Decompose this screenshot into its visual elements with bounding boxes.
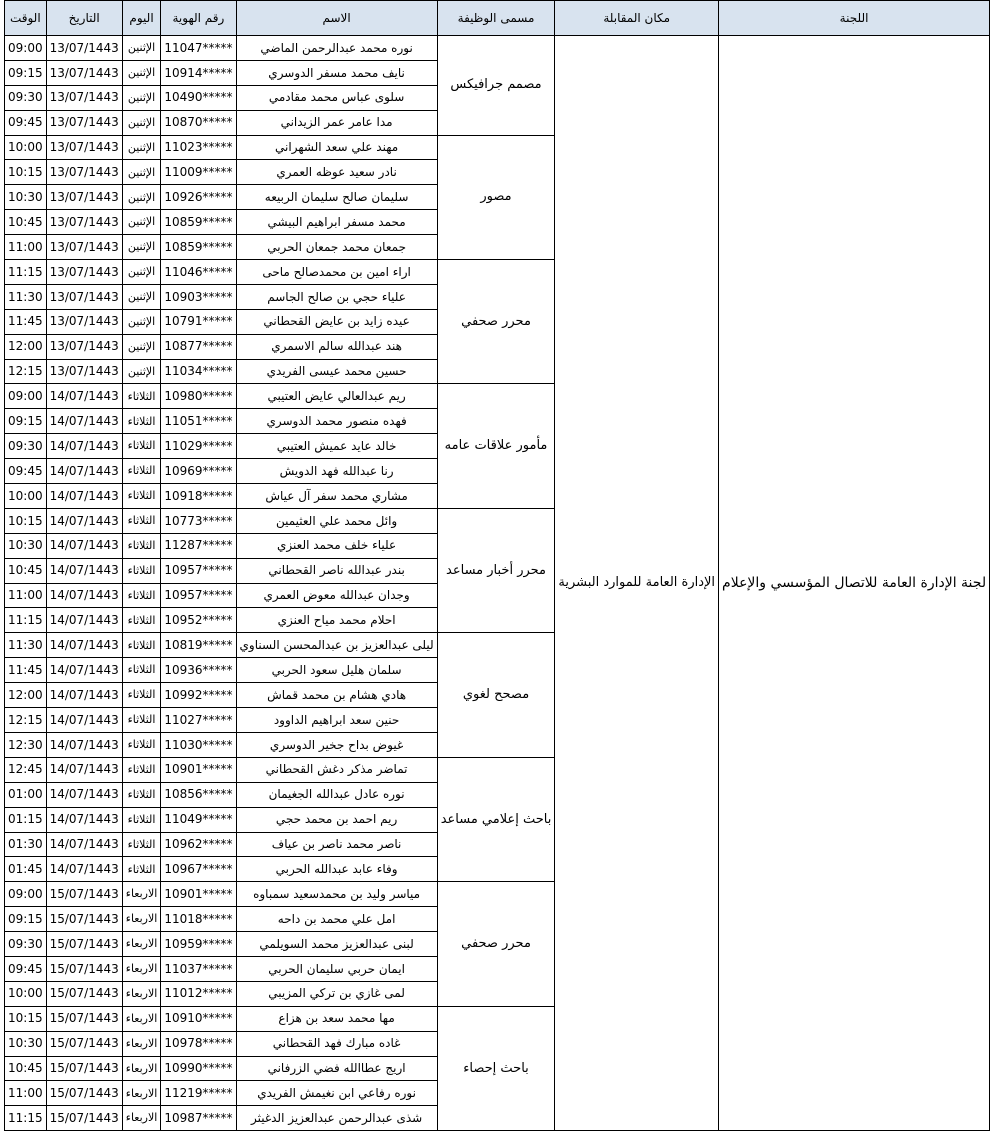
date-cell: 13/07/1443	[46, 359, 122, 384]
day-cell: الثلاثاء	[122, 508, 161, 533]
header-name: الاسم	[236, 1, 437, 36]
id-number-cell: 11037*****	[161, 956, 236, 981]
date-cell: 13/07/1443	[46, 334, 122, 359]
time-cell: 10:30	[5, 185, 47, 210]
id-number-cell: 10819*****	[161, 633, 236, 658]
job-title-cell: محرر أخبار مساعد	[437, 508, 555, 632]
id-number-cell: 11287*****	[161, 533, 236, 558]
date-cell: 14/07/1443	[46, 484, 122, 509]
header-id-number: رقم الهوية	[161, 1, 236, 36]
time-cell: 12:15	[5, 359, 47, 384]
date-cell: 14/07/1443	[46, 608, 122, 633]
day-cell: الإثنين	[122, 185, 161, 210]
id-number-cell: 10901*****	[161, 757, 236, 782]
job-title-cell: باحث إحصاء	[437, 1006, 555, 1130]
day-cell: الثلاثاء	[122, 757, 161, 782]
date-cell: 15/07/1443	[46, 1006, 122, 1031]
day-cell: الاربعاء	[122, 882, 161, 907]
name-cell: مها محمد سعد بن هزاع	[236, 1006, 437, 1031]
day-cell: الاربعاء	[122, 1031, 161, 1056]
name-cell: علياء حجي بن صالح الجاسم	[236, 284, 437, 309]
name-cell: نوره عادل عبدالله الجغيمان	[236, 782, 437, 807]
id-number-cell: 10918*****	[161, 484, 236, 509]
day-cell: الاربعاء	[122, 932, 161, 957]
date-cell: 15/07/1443	[46, 1031, 122, 1056]
name-cell: اريج عطاالله فضي الزرفاني	[236, 1056, 437, 1081]
time-cell: 10:30	[5, 1031, 47, 1056]
name-cell: نادر سعيد عوظه العمري	[236, 160, 437, 185]
header-committee: اللجنة	[719, 1, 990, 36]
date-cell: 13/07/1443	[46, 60, 122, 85]
id-number-cell: 10773*****	[161, 508, 236, 533]
date-cell: 14/07/1443	[46, 857, 122, 882]
date-cell: 13/07/1443	[46, 135, 122, 160]
date-cell: 14/07/1443	[46, 832, 122, 857]
date-cell: 14/07/1443	[46, 757, 122, 782]
time-cell: 09:15	[5, 907, 47, 932]
id-number-cell: 10957*****	[161, 583, 236, 608]
date-cell: 15/07/1443	[46, 1106, 122, 1131]
date-cell: 15/07/1443	[46, 932, 122, 957]
id-number-cell: 10490*****	[161, 85, 236, 110]
day-cell: الثلاثاء	[122, 832, 161, 857]
id-number-cell: 10859*****	[161, 235, 236, 260]
id-number-cell: 10990*****	[161, 1056, 236, 1081]
day-cell: الإثنين	[122, 85, 161, 110]
name-cell: سلوى عباس محمد مقادمي	[236, 85, 437, 110]
header-job-title: مسمى الوظيفة	[437, 1, 555, 36]
date-cell: 13/07/1443	[46, 309, 122, 334]
name-cell: نوره محمد عبدالرحمن الماضي	[236, 36, 437, 61]
name-cell: رنا عبدالله فهد الدويش	[236, 459, 437, 484]
job-title-cell: محرر صحفي	[437, 260, 555, 384]
time-cell: 01:30	[5, 832, 47, 857]
id-number-cell: 10910*****	[161, 1006, 236, 1031]
name-cell: وفاء عابد عبدالله الحربي	[236, 857, 437, 882]
time-cell: 10:30	[5, 533, 47, 558]
id-number-cell: 10967*****	[161, 857, 236, 882]
day-cell: الثلاثاء	[122, 583, 161, 608]
name-cell: بندر عبدالله ناصر القحطاني	[236, 558, 437, 583]
time-cell: 11:15	[5, 260, 47, 285]
time-cell: 11:45	[5, 309, 47, 334]
time-cell: 01:00	[5, 782, 47, 807]
id-number-cell: 11027*****	[161, 708, 236, 733]
time-cell: 09:45	[5, 956, 47, 981]
time-cell: 12:15	[5, 708, 47, 733]
id-number-cell: 10978*****	[161, 1031, 236, 1056]
id-number-cell: 10992*****	[161, 683, 236, 708]
id-number-cell: 11012*****	[161, 981, 236, 1006]
time-cell: 11:45	[5, 658, 47, 683]
day-cell: الثلاثاء	[122, 683, 161, 708]
name-cell: ايمان حربي سليمان الحربي	[236, 956, 437, 981]
date-cell: 14/07/1443	[46, 409, 122, 434]
schedule-body	[5, 36, 990, 1131]
name-cell: مهند علي سعد الشهراني	[236, 135, 437, 160]
date-cell: 14/07/1443	[46, 558, 122, 583]
time-cell: 09:00	[5, 882, 47, 907]
time-cell: 10:45	[5, 1056, 47, 1081]
day-cell: الإثنين	[122, 60, 161, 85]
day-cell: الاربعاء	[122, 907, 161, 932]
date-cell: 14/07/1443	[46, 434, 122, 459]
id-number-cell: 10987*****	[161, 1106, 236, 1131]
time-cell: 10:15	[5, 1006, 47, 1031]
day-cell: الإثنين	[122, 359, 161, 384]
date-cell: 13/07/1443	[46, 284, 122, 309]
id-number-cell: 10926*****	[161, 185, 236, 210]
name-cell: ناصر محمد ناصر بن عياف	[236, 832, 437, 857]
day-cell: الثلاثاء	[122, 409, 161, 434]
day-cell: الإثنين	[122, 235, 161, 260]
name-cell: ريم عبدالعالي عايض العتيبي	[236, 384, 437, 409]
id-number-cell: 11046*****	[161, 260, 236, 285]
time-cell: 09:00	[5, 384, 47, 409]
date-cell: 14/07/1443	[46, 658, 122, 683]
header-time: الوقت	[5, 1, 47, 36]
time-cell: 01:45	[5, 857, 47, 882]
job-title-cell: محرر صحفي	[437, 882, 555, 1006]
job-title-cell: مصمم جرافيكس	[437, 36, 555, 136]
name-cell: احلام محمد مياح العنزي	[236, 608, 437, 633]
date-cell: 13/07/1443	[46, 210, 122, 235]
id-number-cell: 10859*****	[161, 210, 236, 235]
date-cell: 15/07/1443	[46, 882, 122, 907]
name-cell: غيوض بداح جخير الدوسري	[236, 732, 437, 757]
job-title-cell: مصحح لغوي	[437, 633, 555, 757]
name-cell: هند عبدالله سالم الاسمري	[236, 334, 437, 359]
header-date: التاريخ	[46, 1, 122, 36]
header-day: اليوم	[122, 1, 161, 36]
time-cell: 09:00	[5, 36, 47, 61]
job-title-cell: باحث إعلامي مساعد	[437, 757, 555, 881]
date-cell: 14/07/1443	[46, 732, 122, 757]
id-number-cell: 10791*****	[161, 309, 236, 334]
time-cell: 11:00	[5, 1081, 47, 1106]
header-location: مكان المقابلة	[555, 1, 719, 36]
date-cell: 14/07/1443	[46, 384, 122, 409]
day-cell: الإثنين	[122, 309, 161, 334]
name-cell: جمعان محمد جمعان الحربي	[236, 235, 437, 260]
name-cell: مدا عامر عمر الزيداني	[236, 110, 437, 135]
date-cell: 14/07/1443	[46, 708, 122, 733]
table-row	[5, 36, 990, 61]
date-cell: 14/07/1443	[46, 508, 122, 533]
date-cell: 14/07/1443	[46, 782, 122, 807]
id-number-cell: 11034*****	[161, 359, 236, 384]
job-title-cell: مصور	[437, 135, 555, 259]
date-cell: 15/07/1443	[46, 1081, 122, 1106]
date-cell: 14/07/1443	[46, 533, 122, 558]
id-number-cell: 11018*****	[161, 907, 236, 932]
time-cell: 11:15	[5, 1106, 47, 1131]
time-cell: 10:00	[5, 135, 47, 160]
day-cell: الإثنين	[122, 260, 161, 285]
name-cell: ريم احمد بن محمد حجي	[236, 807, 437, 832]
day-cell: الثلاثاء	[122, 782, 161, 807]
time-cell: 11:30	[5, 633, 47, 658]
day-cell: الثلاثاء	[122, 807, 161, 832]
date-cell: 14/07/1443	[46, 633, 122, 658]
location-cell: الإدارة العامة للموارد البشرية	[555, 36, 719, 1131]
time-cell: 01:15	[5, 807, 47, 832]
name-cell: وجدان عبدالله معوض العمري	[236, 583, 437, 608]
date-cell: 13/07/1443	[46, 36, 122, 61]
day-cell: الثلاثاء	[122, 558, 161, 583]
name-cell: نايف محمد مسفر الدوسري	[236, 60, 437, 85]
day-cell: الإثنين	[122, 334, 161, 359]
day-cell: الثلاثاء	[122, 732, 161, 757]
time-cell: 10:15	[5, 508, 47, 533]
name-cell: تماضر مذكر دغش القحطاني	[236, 757, 437, 782]
day-cell: الاربعاء	[122, 981, 161, 1006]
name-cell: نوره رفاعي ابن نغيمش الفريدي	[236, 1081, 437, 1106]
name-cell: لبنى عبدالعزيز محمد السويلمي	[236, 932, 437, 957]
date-cell: 13/07/1443	[46, 85, 122, 110]
time-cell: 10:00	[5, 981, 47, 1006]
id-number-cell: 10856*****	[161, 782, 236, 807]
id-number-cell: 10903*****	[161, 284, 236, 309]
time-cell: 09:30	[5, 434, 47, 459]
day-cell: الثلاثاء	[122, 857, 161, 882]
day-cell: الثلاثاء	[122, 708, 161, 733]
time-cell: 12:00	[5, 683, 47, 708]
day-cell: الثلاثاء	[122, 658, 161, 683]
id-number-cell: 10962*****	[161, 832, 236, 857]
date-cell: 13/07/1443	[46, 235, 122, 260]
id-number-cell: 10936*****	[161, 658, 236, 683]
name-cell: حنين سعد ابراهيم الداوود	[236, 708, 437, 733]
day-cell: الثلاثاء	[122, 434, 161, 459]
name-cell: اراء امين بن محمدصالح ماحى	[236, 260, 437, 285]
time-cell: 11:00	[5, 583, 47, 608]
date-cell: 14/07/1443	[46, 583, 122, 608]
date-cell: 13/07/1443	[46, 260, 122, 285]
job-title-cell: مأمور علاقات عامه	[437, 384, 555, 508]
id-number-cell: 10969*****	[161, 459, 236, 484]
name-cell: مياسر وليد بن محمدسعيد سمباوه	[236, 882, 437, 907]
time-cell: 12:00	[5, 334, 47, 359]
time-cell: 12:45	[5, 757, 47, 782]
time-cell: 12:30	[5, 732, 47, 757]
day-cell: الإثنين	[122, 135, 161, 160]
time-cell: 09:30	[5, 85, 47, 110]
committee-cell: لجنة الإدارة العامة للاتصال المؤسسي والإعلام	[719, 36, 990, 1131]
id-number-cell: 10901*****	[161, 882, 236, 907]
name-cell: شذى عبدالرحمن عبدالعزيز الدغيثر	[236, 1106, 437, 1131]
time-cell: 09:45	[5, 110, 47, 135]
name-cell: محمد مسفر ابراهيم البيشي	[236, 210, 437, 235]
date-cell: 13/07/1443	[46, 160, 122, 185]
date-cell: 13/07/1443	[46, 110, 122, 135]
date-cell: 15/07/1443	[46, 1056, 122, 1081]
time-cell: 10:45	[5, 210, 47, 235]
id-number-cell: 11023*****	[161, 135, 236, 160]
day-cell: الثلاثاء	[122, 384, 161, 409]
day-cell: الثلاثاء	[122, 533, 161, 558]
id-number-cell: 10959*****	[161, 932, 236, 957]
time-cell: 10:00	[5, 484, 47, 509]
name-cell: هادي هشام بن محمد قماش	[236, 683, 437, 708]
name-cell: امل علي محمد بن داحه	[236, 907, 437, 932]
day-cell: الثلاثاء	[122, 608, 161, 633]
day-cell: الاربعاء	[122, 1006, 161, 1031]
id-number-cell: 11047*****	[161, 36, 236, 61]
date-cell: 15/07/1443	[46, 907, 122, 932]
name-cell: لمى غازي بن تركي المزيبي	[236, 981, 437, 1006]
date-cell: 14/07/1443	[46, 459, 122, 484]
date-cell: 13/07/1443	[46, 185, 122, 210]
id-number-cell: 10877*****	[161, 334, 236, 359]
interview-schedule-table	[4, 0, 990, 1131]
day-cell: الثلاثاء	[122, 484, 161, 509]
time-cell: 11:30	[5, 284, 47, 309]
date-cell: 15/07/1443	[46, 956, 122, 981]
day-cell: الإثنين	[122, 210, 161, 235]
name-cell: خالد عايد عميش العتيبي	[236, 434, 437, 459]
time-cell: 09:15	[5, 60, 47, 85]
name-cell: مشاري محمد سفر آل عياش	[236, 484, 437, 509]
day-cell: الاربعاء	[122, 956, 161, 981]
time-cell: 11:00	[5, 235, 47, 260]
id-number-cell: 11009*****	[161, 160, 236, 185]
date-cell: 14/07/1443	[46, 683, 122, 708]
time-cell: 10:45	[5, 558, 47, 583]
date-cell: 15/07/1443	[46, 981, 122, 1006]
name-cell: سلمان هليل سعود الحربي	[236, 658, 437, 683]
id-number-cell: 10952*****	[161, 608, 236, 633]
id-number-cell: 10870*****	[161, 110, 236, 135]
id-number-cell: 11219*****	[161, 1081, 236, 1106]
day-cell: الإثنين	[122, 36, 161, 61]
time-cell: 09:30	[5, 932, 47, 957]
name-cell: وائل محمد علي العثيمين	[236, 508, 437, 533]
id-number-cell: 10980*****	[161, 384, 236, 409]
date-cell: 14/07/1443	[46, 807, 122, 832]
name-cell: غاده مبارك فهد القحطاني	[236, 1031, 437, 1056]
id-number-cell: 11030*****	[161, 732, 236, 757]
name-cell: فهده منصور محمد الدوسري	[236, 409, 437, 434]
day-cell: الثلاثاء	[122, 459, 161, 484]
day-cell: الاربعاء	[122, 1056, 161, 1081]
day-cell: الإثنين	[122, 110, 161, 135]
id-number-cell: 11029*****	[161, 434, 236, 459]
name-cell: علياء خلف محمد العنزي	[236, 533, 437, 558]
day-cell: الاربعاء	[122, 1081, 161, 1106]
header-row	[5, 1, 990, 36]
name-cell: عيده زايد بن عايض القحطاني	[236, 309, 437, 334]
time-cell: 09:15	[5, 409, 47, 434]
id-number-cell: 10914*****	[161, 60, 236, 85]
time-cell: 09:45	[5, 459, 47, 484]
time-cell: 10:15	[5, 160, 47, 185]
day-cell: الإثنين	[122, 284, 161, 309]
day-cell: الثلاثاء	[122, 633, 161, 658]
name-cell: سليمان صالح سليمان الربيعه	[236, 185, 437, 210]
day-cell: الاربعاء	[122, 1106, 161, 1131]
name-cell: ليلى عبدالعزيز بن عبدالمحسن السناوي	[236, 633, 437, 658]
id-number-cell: 11049*****	[161, 807, 236, 832]
id-number-cell: 10957*****	[161, 558, 236, 583]
day-cell: الإثنين	[122, 160, 161, 185]
name-cell: حسين محمد عيسى الفريدي	[236, 359, 437, 384]
time-cell: 11:15	[5, 608, 47, 633]
id-number-cell: 11051*****	[161, 409, 236, 434]
